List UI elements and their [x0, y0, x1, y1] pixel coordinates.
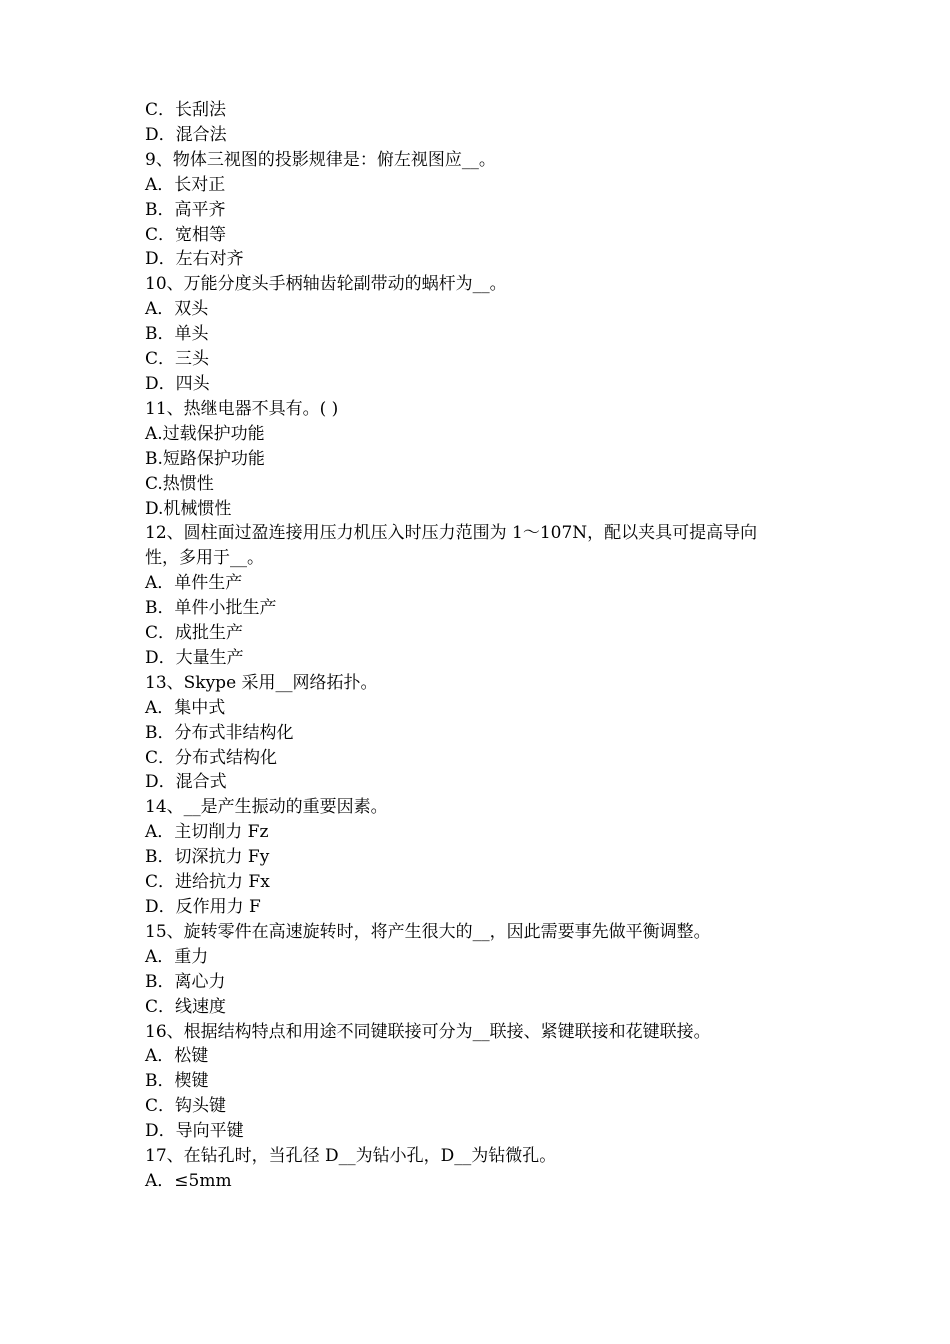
- q13-option-b: B．分布式非结构化: [145, 722, 294, 743]
- question-15: 15、旋转零件在高速旋转时，将产生很大的__，因此需要事先做平衡调整。: [145, 921, 711, 942]
- q11-option-b: B.短路保护功能: [145, 448, 265, 469]
- q14-option-d: D．反作用力 F: [145, 897, 261, 917]
- q14-option-c: C．进给抗力 Fx: [145, 872, 270, 893]
- question-16: 16、根据结构特点和用途不同键联接可分为__联接、紧键联接和花键联接。: [145, 1021, 711, 1042]
- q17-option-a: A．≤5mm: [145, 1170, 232, 1191]
- question-11: 11、热继电器不具有。( ): [145, 398, 339, 419]
- q12-option-a: A．单件生产: [145, 573, 243, 594]
- q10-option-a: A．双头: [145, 299, 209, 320]
- document-text: [145, 98, 825, 1194]
- question-14: 14、__是产生振动的重要因素。: [145, 797, 388, 818]
- option-c-scraping: C．长刮法: [145, 100, 227, 120]
- q13-option-a: A．集中式: [145, 697, 226, 718]
- q11-option-c: C.热惯性: [145, 473, 214, 494]
- q16-option-c: C．钩头键: [145, 1096, 227, 1117]
- q13-option-c: C．分布式结构化: [145, 747, 278, 768]
- question-12-line-2: 性，多用于__。: [145, 548, 264, 569]
- q10-option-d: D．四头: [145, 373, 210, 394]
- q10-option-c: C．三头: [145, 349, 210, 370]
- q16-option-a: A．松键: [145, 1046, 209, 1067]
- q9-option-c: C．宽相等: [145, 224, 227, 245]
- question-12-line-1: 12、圆柱面过盈连接用压力机压入时压力范围为 1～107N，配以夹具可提高导向: [145, 523, 758, 544]
- question-9: 9、物体三视图的投影规律是：俯左视图应__。: [145, 149, 496, 170]
- option-d-mixed: D．混合法: [145, 124, 227, 145]
- q15-option-c: C．线速度: [145, 996, 227, 1017]
- q11-option-d: D.机械惯性: [145, 498, 232, 519]
- q14-option-b: B．切深抗力 Fy: [145, 847, 270, 868]
- q15-option-a: A．重力: [145, 946, 209, 967]
- q13-option-d: D．混合式: [145, 772, 227, 793]
- question-17: 17、在钻孔时，当孔径 D__为钻小孔，D__为钻微孔。: [145, 1146, 557, 1167]
- q12-option-d: D．大量生产: [145, 647, 244, 668]
- q16-option-d: D．导向平键: [145, 1121, 244, 1142]
- q14-option-a: A．主切削力 Fz: [145, 822, 269, 843]
- q16-option-b: B．楔键: [145, 1071, 209, 1092]
- question-13: 13、Skype 采用__网络拓扑。: [145, 672, 378, 693]
- question-10: 10、万能分度头手柄轴齿轮副带动的蜗杆为__。: [145, 274, 507, 295]
- q9-option-a: A．长对正: [145, 174, 226, 195]
- q9-option-b: B．高平齐: [145, 199, 226, 220]
- q10-option-b: B．单头: [145, 324, 209, 345]
- q9-option-d: D．左右对齐: [145, 249, 244, 270]
- q12-option-b: B．单件小批生产: [145, 598, 277, 619]
- q12-option-c: C．成批生产: [145, 623, 244, 644]
- q15-option-b: B．离心力: [145, 971, 226, 992]
- q11-option-a: A.过载保护功能: [145, 423, 265, 444]
